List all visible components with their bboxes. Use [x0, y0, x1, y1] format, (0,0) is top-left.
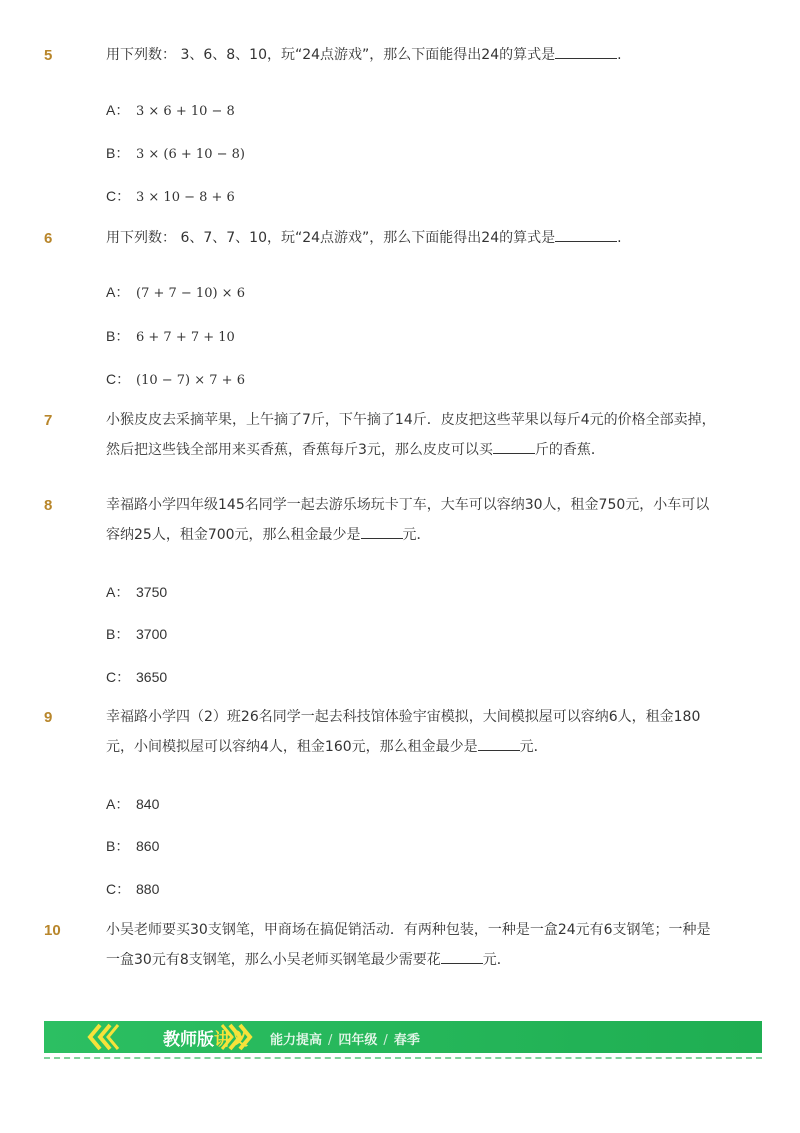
question-text: 小猴皮皮去采摘苹果，上午摘了7斤，下午摘了14斤．皮皮把这些苹果以每斤4元的价格全部卖掉，然后把这些钱全部用来买香蕉，香蕉每斤3元，那么皮皮可以买 斤的香蕉．: [106, 412, 716, 458]
option-c[interactable]: C： 3650: [106, 669, 168, 685]
option-c[interactable]: C： (10 − 7) × 7 + 6: [106, 371, 245, 388]
question-number: 5: [44, 47, 53, 64]
answer-blank[interactable]: [441, 947, 483, 964]
question-text: 小吴老师要买30支钢笔，甲商场在搞促销活动．有两种包装，一种是一盒24元有6支钢笔；一种是一盒30元有8支钢笔，那么小吴老师买钢笔最少需要花 元．: [106, 922, 711, 968]
answer-blank[interactable]: [555, 225, 617, 242]
question-text: 幸福路小学四年级145名同学一起去游乐场玩卡丁车，大车可以容纳30人，租金750元，小车可以容纳25人，租金700元，那么租金最少是 元．: [106, 497, 710, 543]
chevron-right-icon: [220, 1021, 256, 1053]
footer-band: [44, 1021, 762, 1053]
footer-title: 教师版讲义: [163, 1030, 248, 1050]
question-number: 7: [44, 412, 53, 429]
footer-dotted-rule: [44, 1057, 762, 1059]
answer-blank[interactable]: [478, 734, 520, 751]
answer-blank[interactable]: [493, 437, 535, 454]
question-text: 用下列数： 6、7、7、10，玩“24点游戏”，那么下面能得出24的算式是 .: [106, 223, 726, 253]
option-c[interactable]: C： 3 × 10 − 8 + 6: [106, 188, 235, 205]
option-b[interactable]: B： 6 + 7 + 7 + 10: [106, 328, 235, 345]
question-text: 用下列数： 3、6、8、10，玩“24点游戏”，那么下面能得出24的算式是 .: [106, 40, 726, 70]
option-a[interactable]: A： 3 × 6 + 10 − 8: [106, 102, 235, 119]
question-number: 9: [44, 709, 53, 726]
question-number: 8: [44, 497, 53, 514]
option-b[interactable]: B： 3 × (6 + 10 − 8): [106, 145, 245, 162]
question-number: 10: [44, 922, 61, 939]
option-a[interactable]: A： 3750: [106, 584, 168, 600]
option-a[interactable]: A： (7 + 7 − 10) × 6: [106, 284, 245, 301]
option-b[interactable]: B： 860: [106, 838, 160, 854]
question-text: 幸福路小学四（2）班26名同学一起去科技馆体验宇宙模拟，大间模拟屋可以容纳6人，租金180元，小间模拟屋可以容纳4人，租金160元，那么租金最少是 元．: [106, 709, 701, 755]
answer-blank[interactable]: [361, 522, 403, 539]
footer-subtitle: 能力提高 / 四年级 / 春季: [270, 1033, 420, 1048]
chevron-left-icon: [84, 1021, 120, 1053]
question-number: 6: [44, 230, 53, 247]
option-c[interactable]: C： 880: [106, 881, 160, 897]
answer-blank[interactable]: [555, 42, 617, 59]
option-b[interactable]: B： 3700: [106, 626, 168, 642]
option-a[interactable]: A： 840: [106, 796, 160, 812]
